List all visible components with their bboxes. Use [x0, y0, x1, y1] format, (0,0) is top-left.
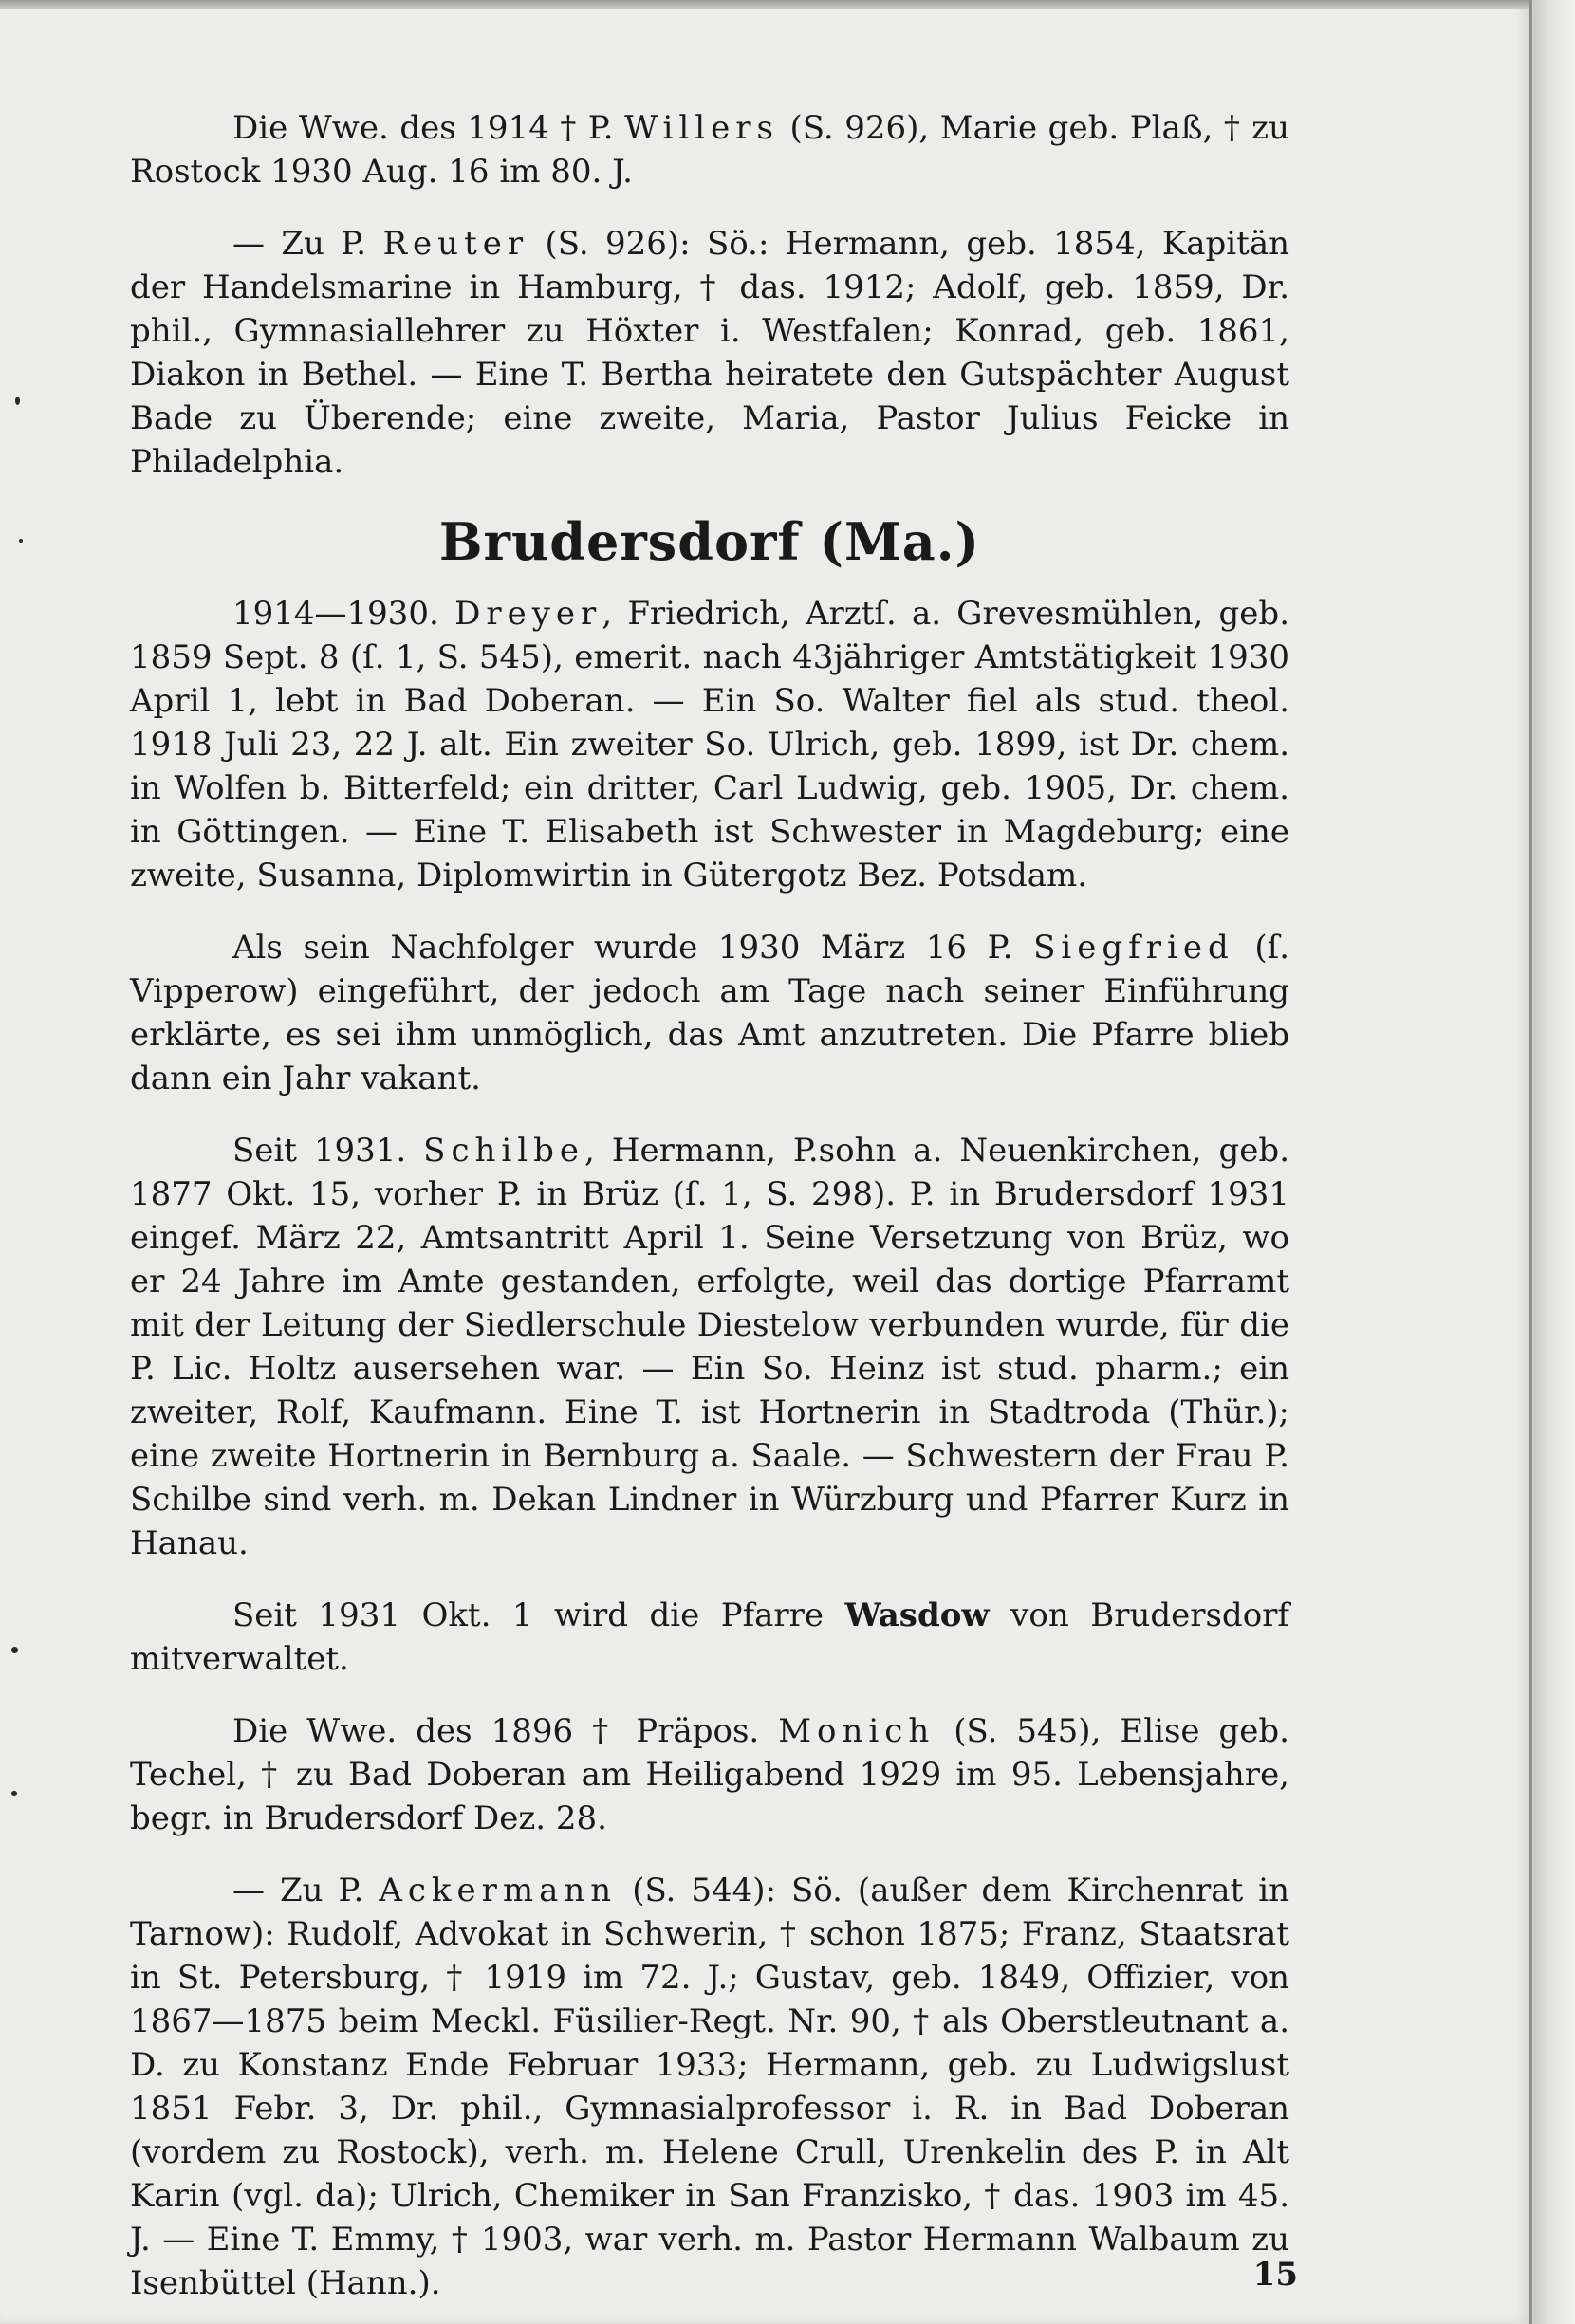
person-name: Siegfried: [1033, 929, 1234, 967]
scan-speck: [11, 1791, 17, 1796]
paragraph-text: von Brudersdorf mitverwaltet.: [130, 1596, 1290, 1678]
scan-speck: [19, 539, 23, 543]
paragraph-text: Die Wwe. des 1896 † Präpos.: [232, 1712, 779, 1750]
person-name: Monich: [778, 1712, 936, 1750]
scan-speck: [11, 1647, 18, 1653]
paragraph-text: (S. 926): Sö.: Hermann, geb. 1854, Kapitän der Handelsmarine in Hamburg, † das. 1912; Adolf, geb. 1859, Dr. phil., Gymnasiallehrer zu Höxter i. Westfalen; Konrad, geb. 1861, Diakon in Bethel. — Eine T. Bertha heiratete den Gutspächter August Bade zu Überende; eine zweite, Maria, Pastor Julius Feicke in Philadelphia.: [130, 225, 1289, 481]
paragraph-reuter: [130, 222, 1289, 484]
scan-speck: [15, 397, 20, 405]
person-name: Schilbe: [423, 1132, 585, 1170]
paragraph-text: Seit 1931 Okt. 1 wird die Pfarre: [232, 1596, 845, 1634]
paragraph-text: , Hermann, P.sohn a. Neuenkirchen, geb. 1877 Okt. 15, vorher P. in Brüz (ſ. 1, S. 298). P. in Brudersdorf 1931 eingef. März 22, Amtsantritt April 1. Seine Versetzung von Brüz, wo er 24 Jahre im Amte gestanden, erfolgte, weil das dortige Pfarramt mit der Leitung der Siedlerschule Diestelow verbunden wurde, für die P. Lic. Holtz ausersehen war. — Ein So. Heinz ist stud. pharm.; ein zweiter, Rolf, Kaufmann. Eine T. ist Hortnerin in Stadtroda (Thür.); eine zweite Hortnerin in Bernburg a. Saale. — Schwestern der Frau P. Schilbe sind verh. m. Dekan Lindner in Würzburg und Pfarrer Kurz in Hanau.: [130, 1132, 1290, 1562]
paragraph-siegfried: [130, 926, 1289, 1100]
page-number: 15: [1252, 2256, 1298, 2294]
paragraph-willers: [130, 106, 1289, 194]
section-heading: Brudersdorf (Ma.): [438, 511, 981, 572]
person-name: Ackermann: [379, 1872, 618, 1909]
paragraph-text: Seit 1931.: [232, 1132, 424, 1170]
place-name: Wasdow: [844, 1596, 990, 1634]
paragraph-text: — Zu P.: [232, 225, 383, 263]
paragraph-wasdow: [130, 1594, 1289, 1681]
paragraph-schilbe: [130, 1129, 1289, 1565]
person-name: Willers: [624, 109, 779, 147]
scan-right-edge: [1533, 0, 1575, 2324]
paragraph-text: (S. 545), Elise geb. Techel, † zu Bad Doberan am Heiligabend 1929 im 95. Lebensjahre, begr. in Brudersdorf Dez. 28.: [130, 1712, 1289, 1837]
person-name: Reuter: [382, 225, 529, 263]
person-name: Dreyer: [454, 595, 602, 633]
paragraph-text: (S. 544): Sö. (außer dem Kirchenrat in Tarnow): Rudolf, Advokat in Schwerin, † schon 1875; Franz, Staatsrat in St. Petersburg, † 1919 im 72. J.; Gustav, geb. 1849, Offizier, von 1867—1875 beim Meckl. Füsilier-Regt. Nr. 90, † als Oberstleutnant a. D. zu Konstanz Ende Februar 1933; Hermann, geb. zu Ludwigslust 1851 Febr. 3, Dr. phil., Gymnasialprofessor i. R. in Bad Doberan (vordem zu Rostock), verh. m. Helene Crull, Urenkelin des P. in Alt Karin (vgl. da); Ulrich, Chemiker in San Franzisko, † das. 1903 im 45. J. — Eine T. Emmy, † 1903, war verh. m. Pastor Hermann Walbaum zu Isenbüttel (Hann.).: [130, 1872, 1289, 2302]
paragraph-text: , Friedrich, Arztſ. a. Grevesmühlen, geb. 1859 Sept. 8 (ſ. 1, S. 545), emerit. nach 43jähriger Amtstätigkeit 1930 April 1, lebt in Bad Doberan. — Ein So. Walter fiel als stud. theol. 1918 Juli 23, 22 J. alt. Ein zweiter So. Ulrich, geb. 1899, ist Dr. chem. in Wolfen b. Bitterfeld; ein dritter, Carl Ludwig, geb. 1905, Dr. chem. in Göttingen. — Eine T. Elisabeth ist Schwester in Magdeburg; eine zweite, Susanna, Diplomwirtin in Gütergotz Bez. Potsdam.: [130, 595, 1289, 895]
paragraph-text: Die Wwe. des 1914 † P.: [232, 109, 625, 147]
paragraph-text: — Zu P.: [232, 1872, 380, 1909]
paragraph-monich: [130, 1709, 1289, 1840]
scan-top-edge: [0, 0, 1529, 9]
paragraph-text: (ſ. Vipperow) eingeführt, der jedoch am Tage nach seiner Einführung erklärte, es sei ihm unmöglich, das Amt anzutreten. Die Pfarre blieb dann ein Jahr vakant.: [130, 929, 1289, 1097]
paragraph-text: 1914—1930.: [232, 595, 455, 633]
page-body: [130, 106, 1289, 2305]
paragraph-text: Als sein Nachfolger wurde 1930 März 16 P.: [232, 929, 1034, 967]
paragraph-ackermann: [130, 1869, 1289, 2305]
paragraph-text: (S. 926), Marie geb. Plaß, † zu Rostock 1930 Aug. 16 im 80. J.: [130, 109, 1289, 191]
paragraph-dreyer: [130, 592, 1289, 897]
